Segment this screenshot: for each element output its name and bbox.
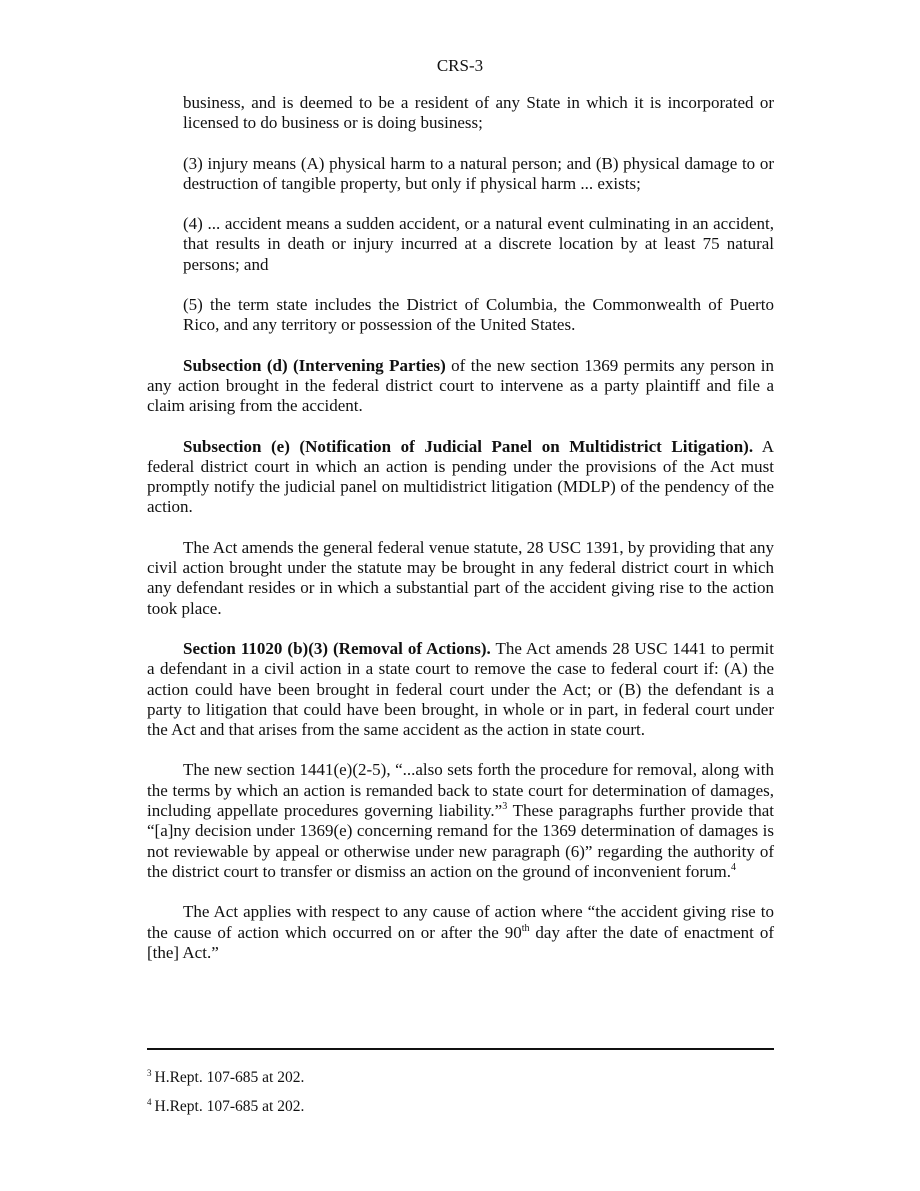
footnote-ref-3[interactable]: 3 — [502, 801, 508, 813]
footnote-4 — [147, 1097, 774, 1117]
applies-text-2: day after the date of enactment of [the] Act.” — [147, 922, 775, 962]
definition-accident: (4) ... accident means a sudden accident, or a natural event culminating in an accident, that results in death or injury incurred at a discrete location by at least 75 natural persons; and — [183, 214, 774, 274]
subsection-e-text: A federal district court in which an action is pending under the provisions of the Act must promptly notify the judicial panel on multidistrict litigation (MDLP) of the pendency of the action. — [147, 436, 774, 517]
footnotes — [147, 1068, 774, 1126]
paragraph-venue: The Act amends the general federal venue statute, 28 USC 1391, by providing that any civil action brought under the statute may be brought in any federal district court in which any defendant resides or in which a substantial part of the accident giving rise to the action took place. — [147, 537, 774, 618]
paragraph-applies — [147, 902, 774, 963]
paragraph-subsection-d — [147, 356, 774, 417]
subsection-d-heading: Subsection (d) (Intervening Parties) — [183, 355, 446, 375]
new-section-text-2: These paragraphs further provide that “[a]ny decision under 1369(e) concerning remand for the 1369 determination of damages is not reviewable by appeal or otherwise under new paragraph (6)” regarding the authority of the district court to transfer or dismiss an action on the ground of inconvenient forum. — [147, 801, 774, 881]
section-11020-heading: Section 11020 (b)(3) (Removal of Actions). — [183, 638, 491, 658]
section-11020-text: The Act amends 28 USC 1441 to permit a defendant in a civil action in a state court to remove the case to federal court if: (A) the action could have been brought in federal court under the Act; or (B) the defendant is a party to litigation that could have been brought, in whole or in part, in federal court under the Act and that arises from the same accident as the action in state court. — [147, 638, 774, 740]
definition-injury: (3) injury means (A) physical harm to a natural person; and (B) physical damage to or destruction of tangible property, but only if physical harm ... exists; — [183, 153, 774, 193]
ordinal-suffix: th — [521, 922, 530, 934]
applies-text-1: The Act applies with respect to any cause of action where “the accident giving rise to the cause of action which occurred on or after the 90 — [147, 902, 774, 942]
definition-continuation: business, and is deemed to be a resident of any State in which it is incorporated or licensed to do business or is doing business; — [183, 93, 774, 133]
subsection-e-heading: Subsection (e) (Notification of Judicial Panel on Multidistrict Litigation). — [183, 436, 754, 456]
paragraph-new-section — [147, 760, 774, 882]
paragraph-subsection-e — [147, 437, 774, 518]
footnote-3 — [147, 1068, 774, 1088]
subsection-d-text: of the new section 1369 permits any person in any action brought in the federal district court to intervene as a party plaintiff and file a claim arising from the accident. — [147, 355, 774, 416]
page-number: CRS-3 — [436, 56, 484, 75]
footnote-text: H.Rept. 107-685 at 202. — [154, 1069, 305, 1086]
definition-state: (5) the term state includes the District of Columbia, the Commonwealth of Puerto Rico, and any territory or possession of the United States. — [183, 295, 774, 335]
footnote-divider — [147, 1048, 774, 1050]
new-section-text-1: The new section 1441(e)(2-5), “...also sets forth the procedure for removal, along with the terms by which an action is remanded back to state court for determination of damages, including appellate procedures governing liability.” — [147, 760, 774, 821]
footnote-number: 3 — [147, 1068, 152, 1078]
document-body — [147, 93, 774, 983]
paragraph-section-11020 — [147, 639, 774, 740]
footnote-ref-4[interactable]: 4 — [731, 861, 737, 873]
footnote-text: H.Rept. 107-685 at 202. — [154, 1098, 305, 1115]
footnote-number: 4 — [147, 1097, 152, 1107]
